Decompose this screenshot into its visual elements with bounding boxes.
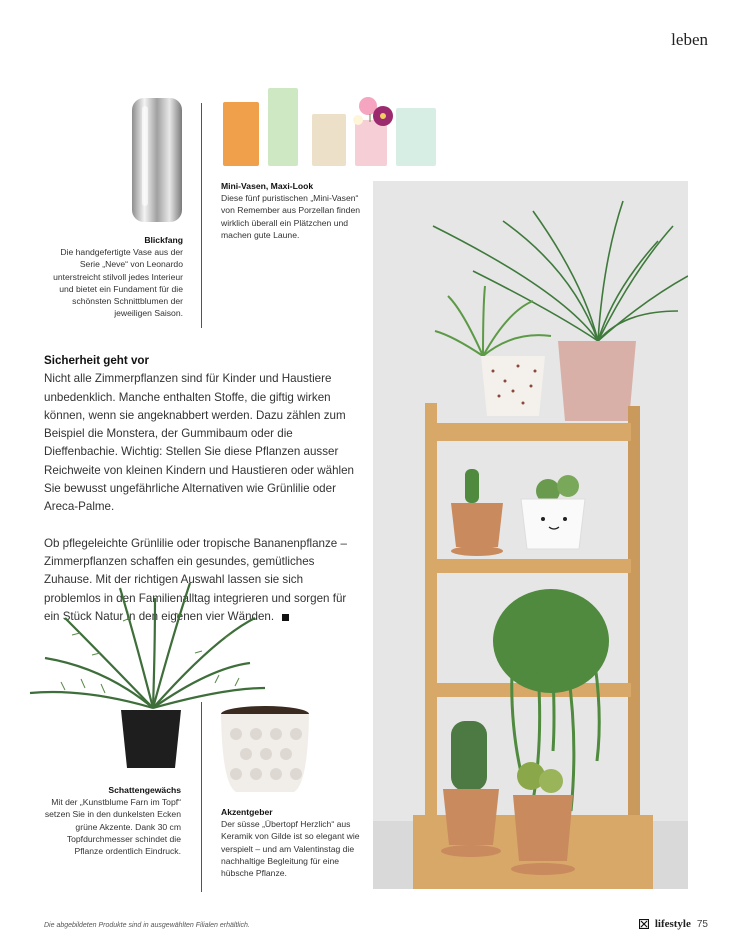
mini-vases-image [220, 86, 440, 170]
blickfang-text: Die handgefertigte Vase aus der Serie „Neve“ von Leonardo unterstreicht stilvoll jedes Interieur und bietet ein Fundament für die schönsten Schnittblumen der jeweiligen Saison. [53, 247, 183, 319]
page-number: 75 [696, 918, 708, 930]
article-paragraph: Nicht alle Zimmerpflanzen sind für Kinder und Haustiere unbedenklich. Manche enthalten Stoffe, die giftig wirken können, wenn sie angeknabbert werden. Dazu zählen zum Beispiel die Monstera, der Gummibaum oder die Dieffenbachie. Wichtig: Stellen Sie diese Pflanzen ausser Reichweite von kleinen Kindern und Haustieren oder wählen Sie bewusst ungefährliche Alternativen wie Grünlilie oder Areca-Palme. [44, 372, 355, 514]
footer-note: Die abgebildeten Produkte sind in ausgewählten Filialen erhältlich. [44, 922, 250, 929]
silver-vase-image [128, 96, 186, 226]
akzentgeber-caption [221, 806, 361, 879]
schattengewaechs-text: Mit der „Kunstblume Farn im Topf“ setzen Sie in den dunkelsten Ecken grüne Akzente. Dank 30 cm Topfdurchmesser schindet die Pflanze ordentlich Eindruck. [44, 797, 181, 857]
article-heading: Sicherheit geht vor [44, 354, 150, 367]
akzentgeber-text: Der süsse „Übertopf Herzlich“ aus Keramik von Gilde ist so elegant wie verspielt – und am Valentinstag die nachhaltige Begleitung für eine hübsche Pflanze. [221, 819, 360, 879]
footer-brand-block [639, 918, 708, 930]
section-label: leben [671, 30, 708, 49]
brand-name: lifestyle [654, 918, 691, 930]
mini-vasen-title: Mini-Vasen, Maxi-Look [221, 181, 314, 191]
brand-logo-icon [639, 919, 649, 929]
divider-line [201, 103, 202, 328]
end-mark-icon [282, 614, 289, 621]
mini-vasen-caption [221, 180, 361, 241]
heart-pot-image [218, 704, 312, 796]
schattengewaechs-title: Schattengewächs [108, 785, 181, 795]
blickfang-caption [40, 234, 183, 319]
schattengewaechs-caption [40, 784, 181, 857]
article-paragraph: Ob pflegeleichte Grünlilie oder tropische Bananenpflanze – Zimmerpflanzen schaffen ein gesundes, gemütliches Zuhause. Mit der richtigen Auswahl lassen sie sich problemlos in den Familienalltag integrieren und sorgen für ein Stück Natur in den eigenen vier Wänden. [44, 536, 347, 623]
blickfang-title: Blickfang [144, 235, 183, 245]
plant-shelf-photo [373, 181, 688, 889]
akzentgeber-title: Akzentgeber [221, 807, 273, 817]
mini-vasen-text: Diese fünf puristischen „Mini-Vasen“ von Remember aus Porzellan finden wirklich überall ein Plätzchen und machen gute Laune. [221, 193, 361, 240]
